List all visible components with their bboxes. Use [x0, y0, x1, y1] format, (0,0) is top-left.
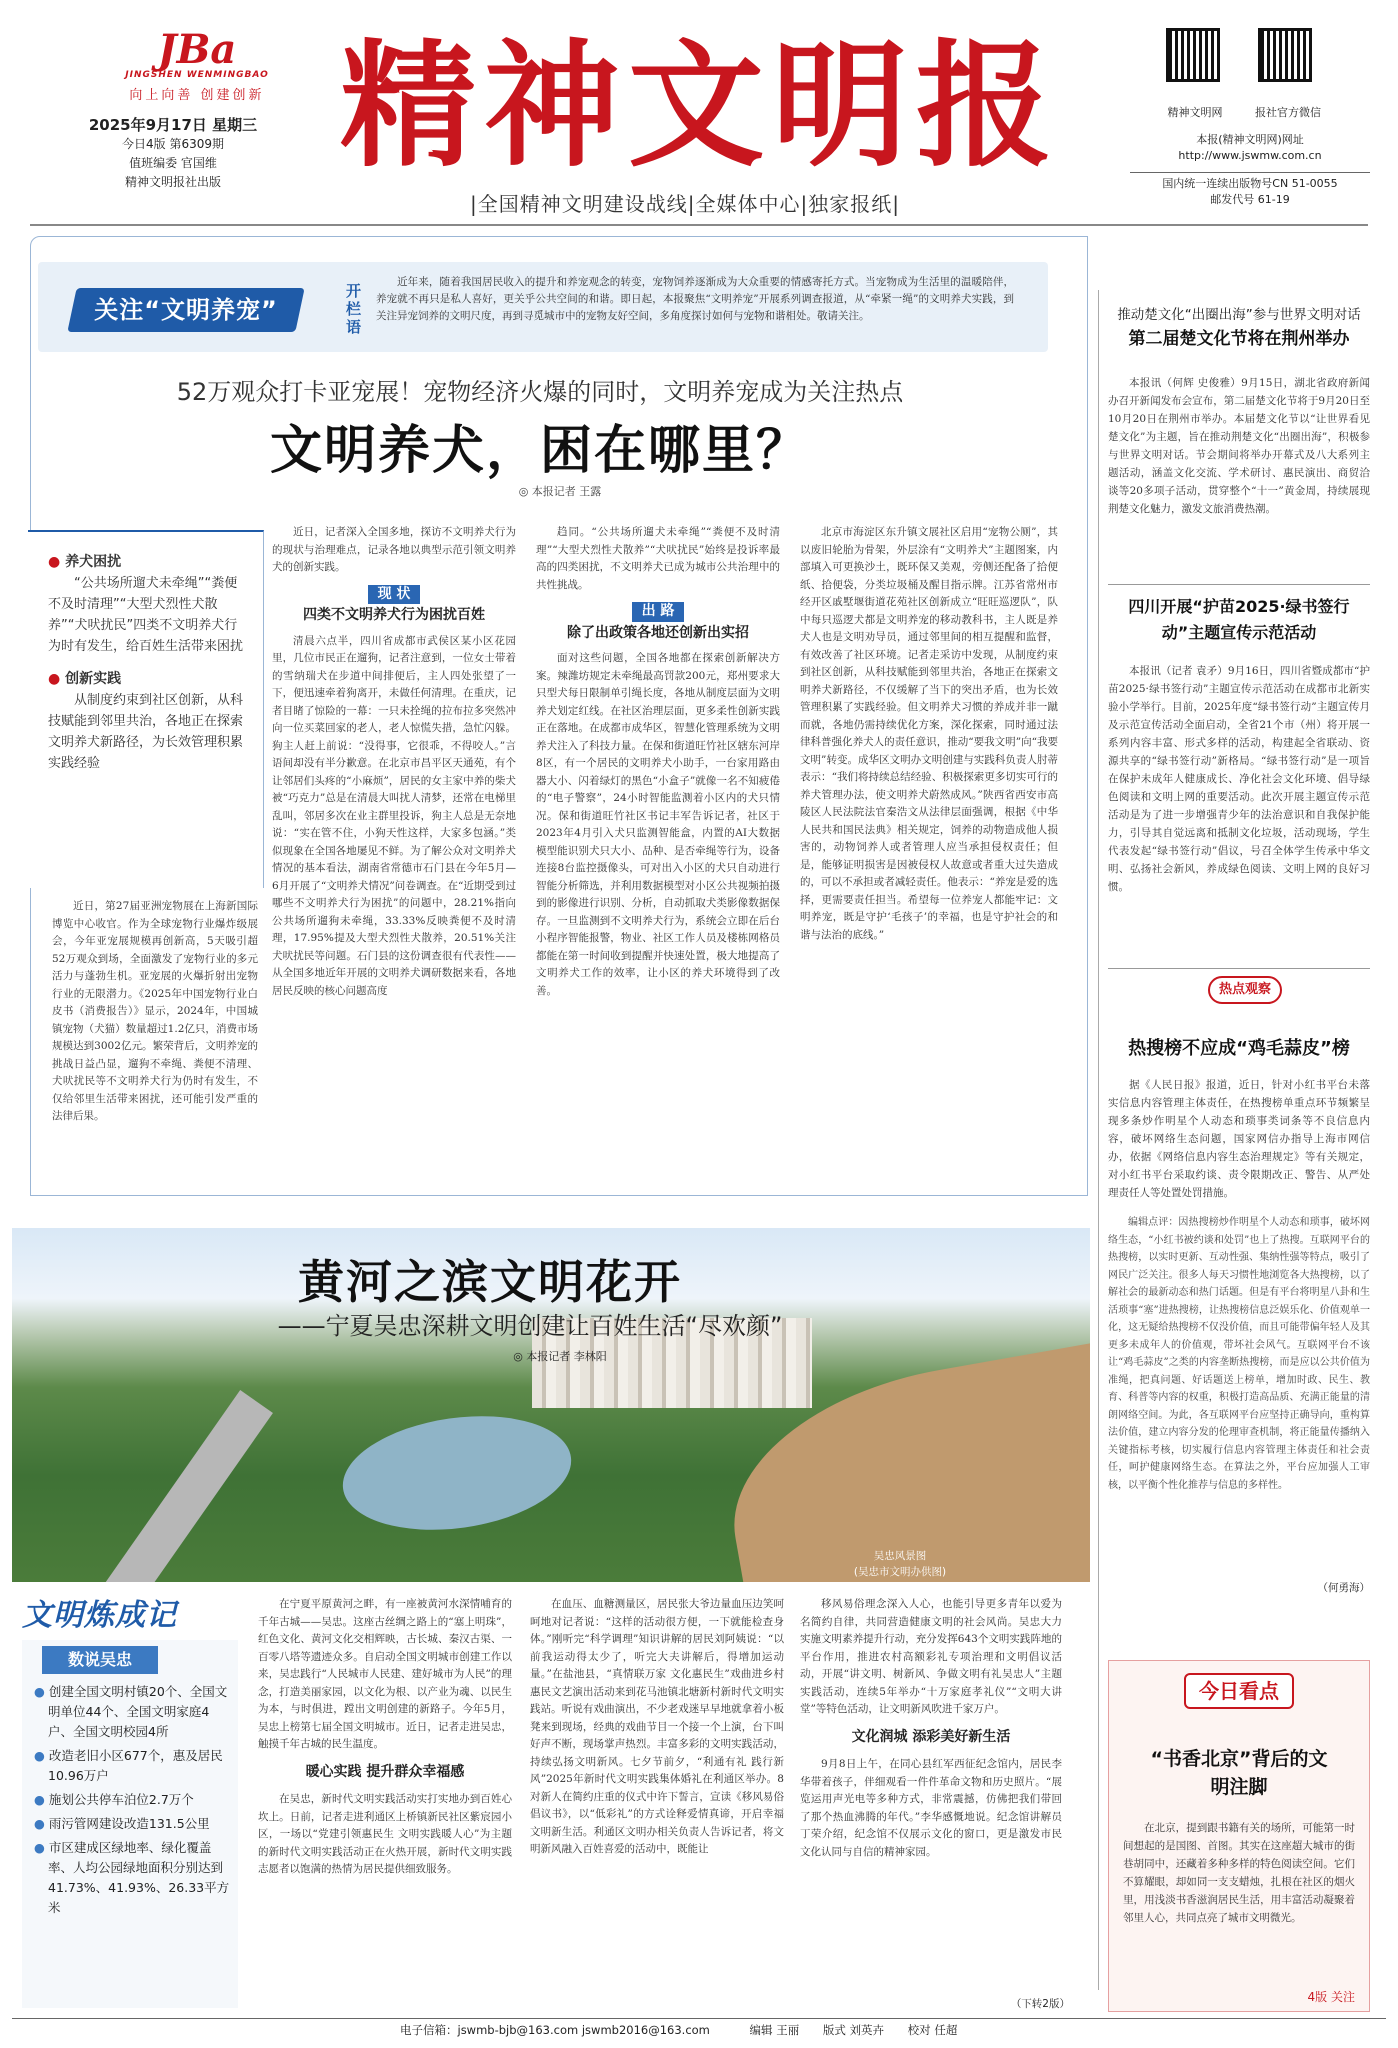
r3-body — [1108, 1076, 1370, 1202]
column-banner-text: 关注“文明养宠” — [94, 296, 278, 324]
r3-badge: 热点观察 — [1208, 976, 1282, 1004]
intro-label: 开栏语 — [346, 282, 362, 336]
footer-email[interactable]: 电子信箱：jswmb-bjb@163.com jswmb2016@163.com — [400, 2023, 710, 2037]
stats-text: 创建全国文明村镇20个、全国文明单位44个、全国文明家庭4户、全国文明校园4所 — [48, 1684, 228, 1739]
feature-col-2-text: 在血压、血糖测量区，居民张大爷边量血压边笑呵呵地对记者说：“这样的活动很方便，一下就能检查身体。”刚听完“科学调理”知识讲解的居民刘阿姨说：“以前我运动得太少了，听完大夫讲解后，得增加运动量。”在盐池县，“真情联万家 文化惠民生”戏曲进乡村惠民文艺演出活动来到花马池镇北塘新村新时代文明实践站。听说有戏曲演出，不少老戏迷早早地就拿着小板凳来到现场，经典的戏曲节目一个接一个上演，台下叫好声不断，现场掌声热烈。丰富多彩的文明实践活动，持续弘扬文明新风。七夕节前夕，“利通有礼 践行新风”2025年新时代文明实践集体婚礼在利通区举办。8对新人在简约庄重的仪式中许下誓言，宣读《移风易俗倡议书》，以“低彩礼”的方式诠释爱情真谛，开启幸福文明新生活。利通区文明办相关负责人告诉记者，将文明新风融入百姓喜爱的活动中，既能让 — [530, 1598, 784, 1855]
post-code: 邮发代号 61-19 — [1210, 193, 1290, 206]
date: 2025年9月17日 星期三 — [88, 116, 258, 134]
strapline: |全国精神文明建设战线|全媒体中心|独家报纸| — [470, 192, 900, 216]
r2-body-text: 本报讯（记者 袁矛）9月16日，四川省暨成都市“护苗2025·绿书签行动”主题宣传示范活动在成都市北新实验小学举行。目前，2025年度“绿书签行动”主题宣传月及示范宣传活动全面启动，全省21个市（州）将开展一系列内容丰富、形式多样的活动，构建起全省联动、资源共享的“绿书签行动”新格局。“绿书签行动”是一项旨在保护未成年人健康成长、净化社会文化环境、倡导绿色阅读和文明上网的重要活动。此次开展主题宣传示范活动是为了进一步增强青少年的法治意识和自我保护能力，引导其自觉远离和抵制文化垃圾，活动现场，学生代表发起“绿书签行动”倡议，号召全体学生传承中华文明、弘扬社会新风，养成绿色阅读、文明上网的良好习惯。 — [1108, 665, 1370, 893]
box-text-2: 从制度约束到社区创新，从科技赋能到邻里共治，各地正在探索文明养犬新路径，为长效管理积累实践经验 — [48, 693, 244, 771]
qr-code-wechat[interactable] — [1258, 28, 1312, 82]
qr1-label: 精神文明网 — [1167, 106, 1223, 119]
stats-bullet: ● — [34, 1840, 49, 1855]
r4-body-text: 在北京，提到跟书籍有关的场所，可能第一时间想起的是国图、首图。其实在这座超大城市的街巷胡同中，还藏着多种多样的特色阅读空间。它们不算耀眼，却如同一支支蜡烛，扎根在社区的烟火里，用浅淡书香滋润居民生活，用丰富活动凝聚着邻里人心，共同点亮了城市文明微光。 — [1123, 1822, 1355, 1924]
feature-sub-1: 暖心实践 提升群众幸福感 — [305, 1763, 465, 1780]
lead-kicker: 52万观众打卡亚宠展！宠物经济火爆的同时，文明养宠成为关注热点 — [176, 378, 904, 406]
feature-col-1 — [258, 1596, 512, 2010]
sub2-tag: 出 路 — [632, 602, 685, 622]
box-title-1-text: 养犬困扰 — [65, 554, 122, 570]
r4-body — [1123, 1819, 1355, 1927]
footer-layout: 版式 刘英卉 — [822, 2023, 885, 2037]
footer-rule — [12, 2018, 1386, 2019]
lead-col-2-a: 近日，记者深入全国多地，探访不文明养犬行为的现状与治理难点，记录各地以典型示范引领文明养犬的创新实践。 — [272, 526, 516, 573]
right-story-2 — [1108, 594, 1370, 978]
box-title-2-text: 创新实践 — [65, 671, 122, 687]
feature-col-1-b: 在吴忠，新时代文明实践活动实打实地办到百姓心坎上。日前，记者走进利通区上桥镇新民社区紫宸园小区，一场以“党建引领惠民生 文明实践暖人心”为主题的新时代文明实践活动正在火热开展，新时代文明实践志愿者以饱满的热情为居民提供细致服务。 — [258, 1793, 512, 1875]
feature-col-3-a: 移风易俗理念深入人心，也能引导更多青年以爱为名简约自律，共同营造健康文明的社会风尚。吴忠大力实施文明素养提升行动，充分发挥643个文明实践阵地的平台作用，推进农村高额彩礼专项治理和文明倡议活动，开展“讲文明、树新风、争做文明有礼吴忠人”主题实践活动，连续5年举办“十万家庭孝礼仪”“文明大讲堂”等特色活动，让文明新风吹进千家万户。 — [800, 1598, 1062, 1715]
site-url[interactable]: http://www.jswmw.com.cn — [1178, 149, 1322, 162]
sub1-tag: 现 状 — [368, 585, 421, 605]
r2-title: 四川开展“护苗2025·绿书签行动”主题宣传示范活动 — [1128, 597, 1350, 642]
r1-title: 第二届楚文化节将在荆州举办 — [1128, 329, 1350, 349]
intro-text: 近年来，随着我国居民收入的提升和养宠观念的转变，宠物饲养逐渐成为大众重要的情感寄托方式。当宠物成为生活里的温暖陪伴，养宠就不再只是私人喜好，更关乎公共空间的和谐。即日起，本报聚焦“文明养宠”开展系列调查报道，从“牵紧一绳”的文明养犬实践，到关注异宠饲养的文明尺度，再到寻觅城市中的宠物友好空间，多角度探讨如何与宠物和谐相处。敬请关注。 — [376, 276, 1014, 322]
logo — [92, 26, 302, 108]
box-title-2 — [48, 669, 249, 690]
stats-item — [34, 1814, 232, 1834]
lead-col-4 — [800, 524, 1058, 1188]
lead-col-1 — [52, 898, 258, 1188]
continued-note: （下转2版） — [1010, 1998, 1070, 2010]
stats-title: 数说吴忠 — [42, 1646, 158, 1674]
right-sep-1 — [1108, 584, 1370, 585]
sub1-title: 四类不文明养犬行为困扰百姓 — [303, 607, 485, 623]
feature-col-2 — [530, 1596, 784, 2010]
publisher: 精神文明报社出版 — [124, 175, 221, 189]
lead-col-3-a: 趋同。“公共场所遛犬未牵绳”“粪便不及时清理”“大型犬烈性犬散养”“犬吠扰民”始终是投诉率最高的四类困扰，不文明养犬已成为城市公共治理中的共性挑战。 — [536, 526, 780, 591]
duty-editor: 值班编委 官国维 — [129, 156, 217, 170]
lead-col-3-b: 面对这些问题，全国各地都在探索创新解决方案。辣潍坊规定未牵绳最高罚款200元，郑州要求大只型犬每日限制单引绳长度，各地从制度层面为文明养犬划定红线。在社区治理层面，更多柔性创新实践正在落地。在成都市成华区，智慧化管理系统为文明养犬注入了科技力量。在保和街道旺竹社区辖东河岸8区，有一个居民的文明养犬小助手，一台家用路由器大小、闪着绿灯的黑色“小盒子”就像一名不知疲倦的“电子警察”，24小时智能监测着小区内的犬只情况。保和街道旺竹社区书记丰军告诉记者，社区于2023年4月引入犬只监测智能盒，内置的AI大数据模型能识别犬只大小、品种、是否牵绳等行为，设备连接8台监控摄像头，可对出入小区的犬只自动进行智能分析筛选，并利用数据模型对小区公共视频拍摄到的影像进行识别、分析，自动抓取犬类影像数据保存。一旦监测到不文明养犬行为，系统会立即在后台小程序智能报警，物业、社区工作人员及楼栋网格员都能在第一时间收到提醒并快速处置，极大地提高了文明养犬工作的效率，让小区的养犬环境得到了改善。 — [536, 652, 780, 997]
r1-kicker: 推动楚文化“出圈出海”参与世界文明对话 — [1117, 307, 1361, 323]
bullet-dot-2: ● — [48, 671, 66, 687]
right-sep-2 — [1108, 968, 1370, 969]
r4-badge: 今日看点 — [1184, 1673, 1294, 1709]
stats-text: 施划公共停车泊位2.7万个 — [48, 1792, 194, 1807]
stats-item — [34, 1682, 232, 1742]
feature-col-3 — [800, 1596, 1062, 1994]
masthead-divider — [30, 224, 1368, 226]
bullet-dot-1: ● — [48, 554, 66, 570]
cn-number: 国内统一连续出版物号CN 51-0055 — [1162, 177, 1338, 190]
edition: 今日4版 第6309期 — [122, 137, 224, 151]
footer — [400, 2022, 1100, 2038]
r3-comment — [1108, 1214, 1370, 1578]
site-label: 本报(精神文明网)网址 — [1196, 133, 1304, 146]
newspaper-title: 精神文明报 — [340, 26, 1060, 186]
logo-mark: JBa — [157, 26, 237, 73]
lake — [335, 1403, 578, 1544]
r3-comment-text: 编辑点评：因热搜榜炒作明星个人动态和琐事，破坏网络生态，“小红书被约谈和处罚”也上了热搜。互联网平台的热搜榜，以实时更新、互动性强、集纳性强等特点，吸引了网民广泛关注。很多人每天习惯性地浏览各大热搜榜，以了解社会的最新动态和热门话题。但是有平台将明星八卦和生活琐事“塞”进热搜榜，让热搜榜信息泛娱乐化、价值观单一化，这无疑给热搜榜不仅没价值，而且可能带偏年轻人及其更多未成年人的价值观，带坏社会风气。互联网平台不该让“鸡毛蒜皮”之类的内容垄断热搜榜，而是应以公共价值为准绳，把真问题、好话题送上榜单，增加时政、民生、教育、科普等内容的权重，积极打造高品质、充满正能量的清朗网络空间。为此，各互联网平台应坚持正确导向，重构算法价值，建立内容分发的伦理审查机制，将正能量传播纳入关键指标考核，切实履行信息内容管理主体责任和社会责任，呵护健康网络生态。在算法之外，平台应加强人工审核，以平衡个性化推荐与信息的多样性。 — [1108, 1217, 1370, 1491]
logo-brand: JINGSHEN WENMINGBAO — [125, 70, 269, 80]
publication-codes — [1130, 172, 1370, 208]
footer-editor: 编辑 王丽 — [749, 2023, 800, 2037]
r3-title: 热搜榜不应成“鸡毛蒜皮”榜 — [1128, 1038, 1350, 1059]
feature-sub-3: 文化润城 添彩美好新生活 — [851, 1728, 1011, 1745]
sub2 — [536, 602, 780, 642]
r4-title: “书香北京”背后的文明注脚 — [1150, 1748, 1328, 1798]
feature-col-1-a: 在宁夏平原黄河之畔，有一座被黄河水深情哺育的千年古城——吴忠。这座古丝绸之路上的“塞上明珠”，红色文化、黄河文化交相辉映，古长城、秦汉古渠、一百零八塔等遗迹众多。自启动全国文明城市创建工作以来，吴忠践行“人民城市人民建、建好城市为人民”的理念，打造美丽家园，以文化为根、以产业为魂、以民生为本，与时俱进，蹚出文明创建的新路子。今年5月，吴忠上榜第七届全国文明城市。近日，记者走进吴忠，触摸千年古城的民生温度。 — [258, 1598, 512, 1750]
sub2-title: 除了出政策各地还创新出实招 — [567, 624, 749, 641]
qr2-label: 报社官方微信 — [1255, 106, 1321, 119]
r1-body-text: 本报讯（何辉 史俊雅）9月15日，湖北省政府新闻办召开新闻发布会宣布，第二届楚文化节将于9月20日至10月20日在荆州市举办。本届楚文化节以“让世界看见楚文化”为主题，旨在推动荆楚文化“出圈出海”，积极参与世界文明对话。节会期间将举办开幕式及八大系列主题活动，涵盖文化交流、学术研讨、惠民演出、商贸洽谈等20多项子活动，贯穿整个“十一”黄金周，持续展现荆楚文化魅力，激发文旅消费热潮。 — [1108, 377, 1370, 515]
lead-col-3 — [536, 524, 780, 1188]
stats-text: 雨污管网建设改造131.5公里 — [48, 1816, 210, 1831]
today-box — [1108, 1660, 1370, 2012]
box-text-1: “公共场所遛犬未牵绳”“粪便不及时清理”“大型犬烈性犬散养”“犬吠扰民”四类不文明养犬行为时有发生，给百姓生活带来困扰 — [48, 576, 244, 654]
footer-proof: 校对 任超 — [907, 2023, 958, 2037]
stats-text: 改造老旧小区677个，惠及居民10.96万户 — [48, 1748, 223, 1783]
box-title-1 — [48, 552, 249, 573]
r3-sign: （何勇海） — [1317, 1582, 1370, 1594]
stats-bullet: ● — [34, 1816, 49, 1831]
feature-title: 黄河之滨文明花开 — [298, 1255, 682, 1309]
lead-col-1-text: 近日，第27届亚洲宠物展在上海新国际博览中心收官。作为全球宠物行业爆炸级展会，今年亚宠展规模再创新高，5天吸引超52万观众到场，全面激发了宠物行业的多元活力与蓬勃生机。亚宠展的火爆折射出宠物行业的无限潜力。《2025年中国宠物行业白皮书（消费报告）》显示，2024年，中国城镇宠物（犬猫）数量超过1.2亿只，消费市场规模达到3002亿元。繁荣背后，文明养宠的挑战日益凸显，遛狗不牵绳、粪便不清理、犬吠扰民等不文明养犬行为仍时有发生，不仅给邻里生活带来困扰，还可能引发严重的法律后果。 — [52, 900, 258, 1122]
stats-item — [34, 1838, 232, 1918]
slogan: 向上向善 创建创新 — [129, 88, 265, 103]
r2-body — [1108, 662, 1370, 978]
right-story-3 — [1108, 1036, 1370, 1595]
stats-box — [22, 1640, 238, 2008]
lead-col-4-text: 北京市海淀区东升镇文展社区启用“宠物公厕”，其以废旧轮胎为骨架，外层涂有“文明养犬”主题图案，内部填入可更换沙土，既环保又美观，旁侧还配备了拾便纸、拾便袋，分类垃圾桶及醒目指示牌。江苏省常州市经开区戚墅堰街道花苑社区创新成立“旺旺巡逻队”，队中每只巡逻犬都是文明养宠的移动教科书，主人既是养犬人也是文明劝导员，通过邻里间的相互提醒和监督，有效改善了社区环境。记者走采访中发现，从制度约束到社区创新，从科技赋能到邻里共治，各地正在探索文明养犬新路径，不仅缓解了当下的突出矛盾，也为长效管理积累了实践经验。但文明养犬习惯的养成并非一蹴而就，各地仍需持续优化方案，深化探索，同时通过法律科普强化养犬人的责任意识，推动“要我文明”向“我要文明”转变。成华区文明办文明创建与实践科负责人肘蒂表示：“我们将持续总结经验、积极探索更多切实可行的养犬管理办法，使文明养犬蔚然成风。”陕西省西安市高陵区人民法院法官秦浩文从法律层面强调，根据《中华人民共和国民法典》相关规定，饲养的动物造成他人损害的，动物饲养人或者管理人应当承担侵权责任；但是，能够证明损害是因被侵权人故意或者重大过失造成的，可以不承担或者减轻责任。他表示：“养宠是爱的选择，更需要责任担当。希望每一位养宠人都能牢记：文明养宠，既是守护‘毛孩子’的幸福，也是守护社会的和谐与法治的底线。” — [800, 526, 1058, 941]
feature-subtitle: ——宁夏吴忠深耕文明创建让百姓生活“尽欢颜” — [277, 1312, 783, 1340]
stats-bullet: ● — [34, 1684, 49, 1699]
stats-bullet: ● — [34, 1748, 49, 1763]
lead-byline: ◎ 本报记者 王露 — [518, 485, 602, 498]
site-block — [1130, 132, 1370, 164]
stats-list — [22, 1674, 238, 1918]
feature-col-3-b: 9月8日上午，在同心县红军西征纪念馆内，居民李华带着孩子，伴细观看一件件革命文物和历史照片。“展览运用声光电等多种方式，非常震撼，仿佛把我们带回了那个热血沸腾的年代。”李华感慨地说。纪念馆讲解员丁荣介绍，纪念馆不仅展示文化的窗口，更是激发市民文化认同与自信的精神家园。 — [800, 1758, 1062, 1858]
photo-credit: 吴忠风景图 (吴忠市文明办供图) — [853, 1550, 947, 1578]
stats-item — [34, 1790, 232, 1810]
r4-link[interactable]: 4版 关注 — [1307, 1990, 1355, 2004]
feature-byline: ◎ 本报记者 李林阳 — [513, 1350, 607, 1363]
summary-box — [28, 530, 264, 888]
road — [91, 1390, 273, 1582]
stats-text: 市区建成区绿地率、绿化覆盖率、人均公园绿地面积分别达到41.73%、41.93%、26.33平方米 — [48, 1840, 230, 1915]
lead-col-2-b: 清晨六点半，四川省成都市武侯区某小区花园里，几位市民正在遛狗，记者注意到，一位女士带着的雪纳瑞犬在步道中间排便后，主人四处张望了一下，便迅速牵着狗离开，未做任何清理。在重庆，记者目睹了惊险的一幕：一只未拴绳的拉布拉多突然冲向一位买菜回家的老人，老人惊慌失措，急忙闪躲。狗主人赶上前说：“没得事，它很乖，不得咬人。”言语间却没有半分歉意。在北京市昌平区天通苑，有个让邻居们头疼的“小麻烦”，居民的女主家中养的柴犬被“巧克力”总是在清晨大叫扰人清梦，还常在电梯里乱叫，邻居多次在业主群里投诉，狗主人总是无奈地说：“实在管不住，小狗天性这样，大家多包涵。”类似现象在全国各地屡见不鲜。为了解公众对文明养犬情况的基本看法，湖南省常德市石门县在今年5月—6月开展了“文明养犬情况”问卷调查。在“近期受到过哪些不文明养犬行为困扰”的问题中，28.21%指向公共场所遛狗未牵绳，33.33%反映粪便不及时清理，17.95%提及大型犬烈性犬散养，20.51%关注犬吠扰民等问题。石门县的这份调查很有代表性——从全国多地近年开展的文明养犬调研数据来看，各地居民反映的核心问题高度 — [272, 634, 516, 997]
lead-headline: 文明养犬，困在哪里？ — [269, 421, 810, 481]
sub1 — [272, 585, 516, 625]
right-divider — [1098, 290, 1099, 1990]
column-badge: 文明炼成记 — [22, 1598, 177, 1633]
r3-body-text: 据《人民日报》报道，近日，针对小红书平台未落实信息内容管理主体责任，在热搜榜单重点环节频繁呈现多条炒作明星个人动态和琐事类词条等不良信息内容，破坏网络生态问题，国家网信办指导上海市网信办，依据《网络信息内容生态治理规定》等有关规定，对小红书平台采取约谈、责令限期改正、警告、从严处理责任人等处置处罚措施。 — [1108, 1079, 1370, 1199]
lead-col-2 — [272, 524, 516, 1188]
qr-code-web[interactable] — [1166, 28, 1220, 82]
stats-item — [34, 1746, 232, 1786]
issue-info — [68, 116, 278, 192]
stats-bullet: ● — [34, 1792, 49, 1807]
